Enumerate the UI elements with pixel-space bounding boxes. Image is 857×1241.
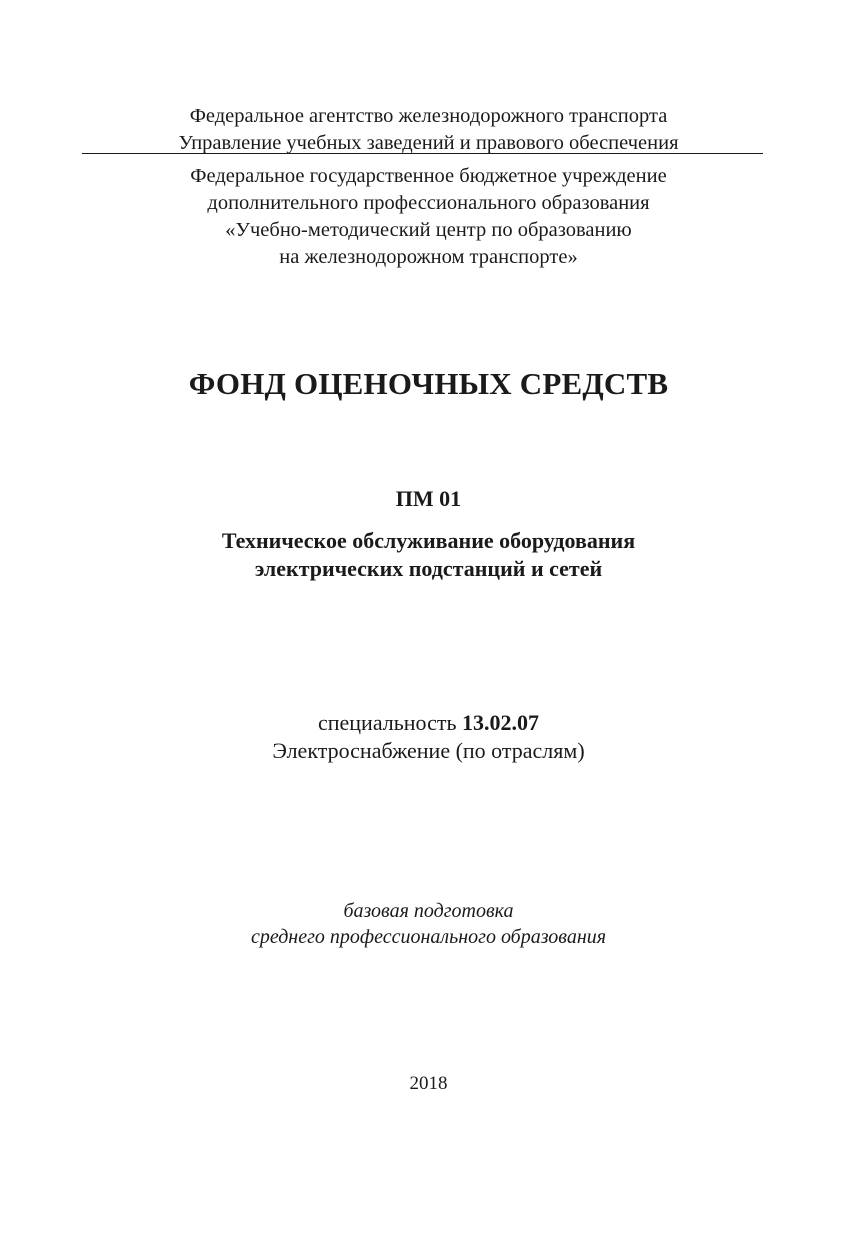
document-title: ФОНД ОЦЕНОЧНЫХ СРЕДСТВ — [188, 366, 669, 401]
department-name: Управление учебных заведений и правового обеспечения — [178, 132, 679, 154]
specialty-block — [0, 709, 857, 765]
header-divider — [82, 153, 763, 154]
institution-line: дополнительного профессионального образования — [207, 192, 650, 214]
institution-line: Федеральное государственное бюджетное учреждение — [190, 165, 667, 187]
training-level-line: базовая подготовка — [343, 900, 514, 922]
specialty-code: 13.02.07 — [462, 710, 540, 735]
module-code: ПМ 01 — [395, 486, 462, 511]
institution-block — [0, 163, 857, 271]
publication-year: 2018 — [409, 1073, 448, 1094]
specialty-line — [0, 709, 857, 737]
institution-line: «Учебно-методический центр по образованию — [225, 219, 632, 241]
specialty-name: Электроснабжение (по отраслям) — [272, 738, 585, 763]
specialty-label: специальность — [317, 710, 457, 735]
agency-block — [0, 103, 857, 157]
module-name-line: электрических подстанций и сетей — [254, 556, 603, 581]
training-level-line: среднего профессионального образования — [250, 926, 607, 948]
module-name-line: Техническое обслуживание оборудования — [221, 528, 636, 553]
module-name — [0, 527, 857, 583]
agency-name: Федеральное агентство железнодорожного транспорта — [189, 105, 668, 127]
institution-line: на железнодорожном транспорте» — [279, 246, 578, 268]
training-level — [0, 898, 857, 950]
